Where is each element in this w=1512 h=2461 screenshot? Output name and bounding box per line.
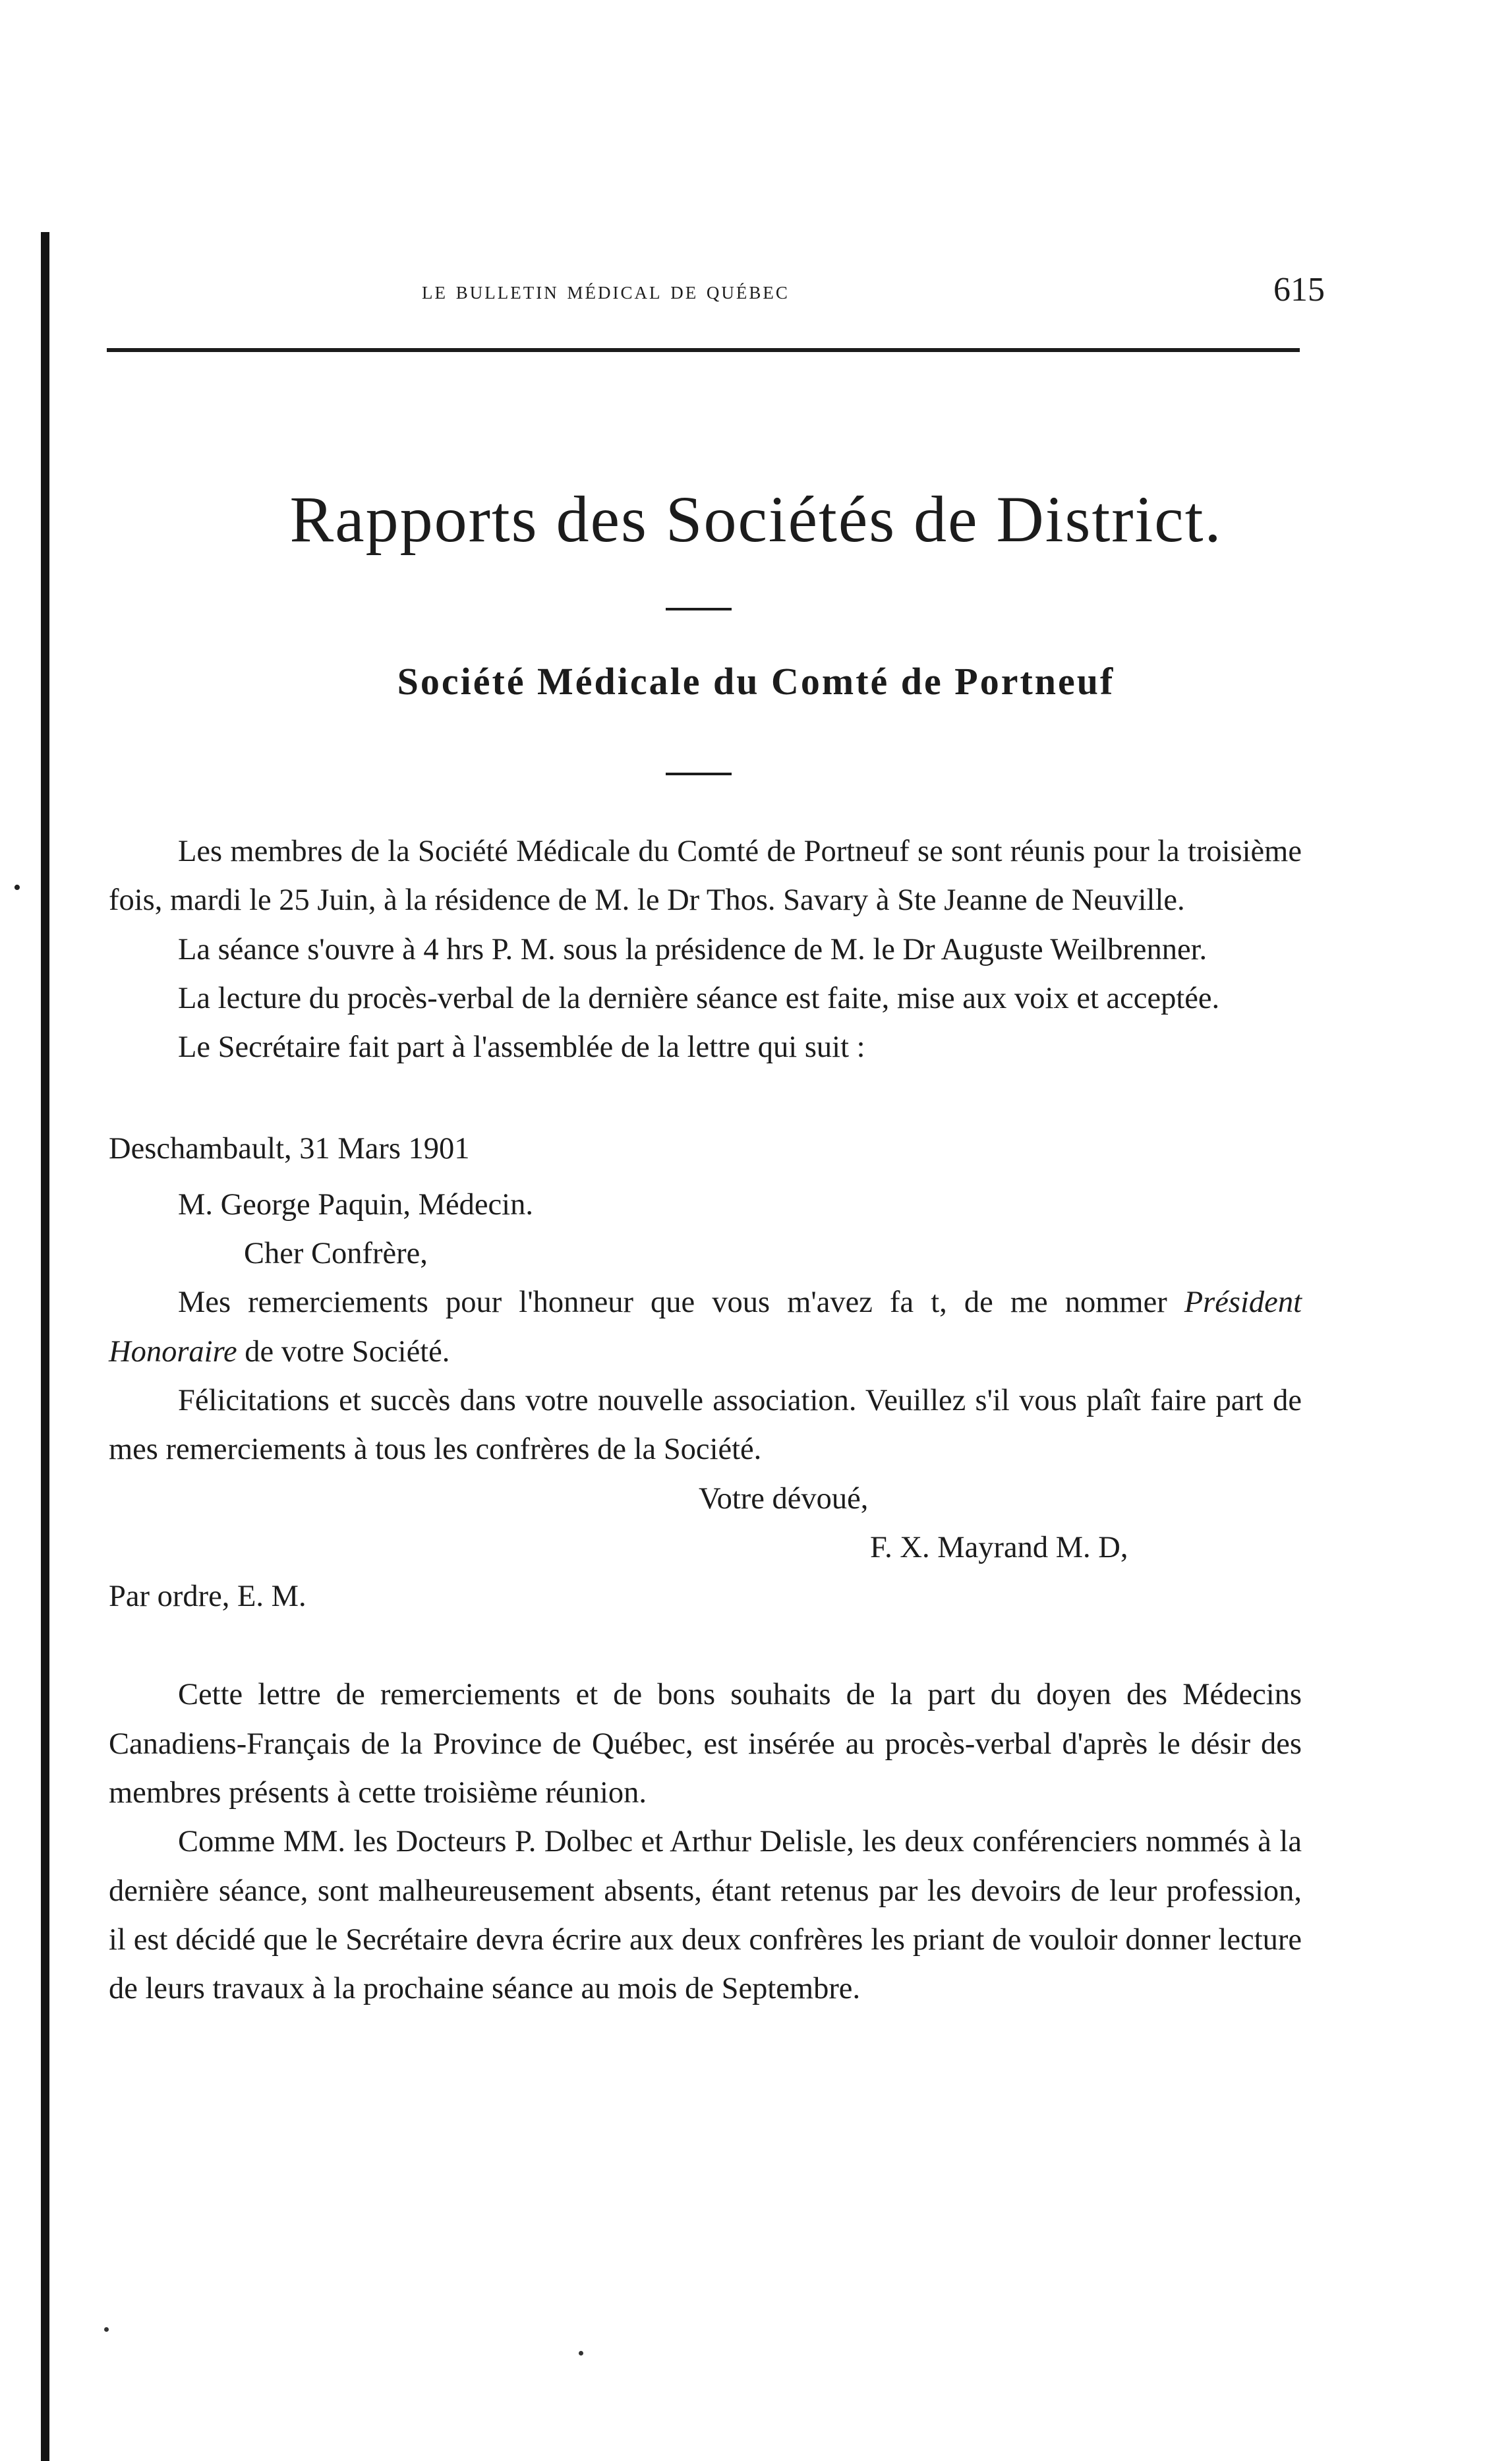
margin-mark: • [13, 875, 21, 900]
paragraph-letter-intro: Le Secrétaire fait part à l'assemblée de la lettre qui suit : [178, 1030, 865, 1065]
letter-signature: F. X. Mayrand M. D, [870, 1530, 1128, 1564]
letter-date: Deschambault, 31 Mars 1901 [109, 1132, 470, 1166]
header-rule [107, 348, 1300, 352]
heading-divider [666, 773, 732, 775]
letter-closing: Votre dévoué, [699, 1481, 869, 1516]
ink-speck [579, 2351, 583, 2356]
ink-speck [104, 2327, 109, 2332]
paragraph-meeting: Les membres de la Société Médicale du Comté de Portneuf se sont réunis pour la troisième fois, mardi le 25 Juin, à la résidence de M. le Dr Thos. Savary à Ste Jeanne de Neuville. [109, 835, 1302, 918]
letter-thanks-text: Mes remerciements pour l'honneur que vous m'avez fa t, de me nommer [178, 1286, 1184, 1320]
page-number: 615 [1273, 271, 1325, 309]
paragraph-letter-inserted: Cette lettre de remerciements et de bons souhaits de la part du doyen des Médecins Canadiens-Français de la Province de Québec, est insérée au procès-verbal d'après le désir des membres présents à cette troisième réunion. [109, 1678, 1302, 1810]
paragraph-lecturers-absent: Comme MM. les Docteurs P. Dolbec et Arthur Delisle, les deux conférenciers nommés à la dernière séance, sont malheureusement absents, étant retenus par les devoirs de leur profession, il est décidé que le Secrétaire devra écrire aux deux confrères les priant de vouloir donner lecture de leurs travaux à la prochaine séance au mois de Septembre. [109, 1825, 1302, 2006]
title-divider [666, 608, 732, 610]
paragraph-opening: La séance s'ouvre à 4 hrs P. M. sous la présidence de M. le Dr Auguste Weilbrenner. [178, 932, 1207, 966]
page-header [422, 271, 1325, 315]
society-heading: Société Médicale du Comté de Portneuf [397, 660, 1115, 703]
report-body [109, 827, 1302, 2014]
letter-greeting: Cher Confrère, [244, 1237, 428, 1271]
scan-page-edge [41, 232, 49, 2461]
letter-congratulations: Félicitations et succès dans votre nouvelle association. Veuillez s'il vous plaît faire part de mes remerciements à tous les confrères de la Société. [109, 1383, 1302, 1467]
paragraph-minutes: La lecture du procès-verbal de la dernière séance est faite, mise aux voix et acceptée. [178, 981, 1220, 1015]
letter-per-order: Par ordre, E. M. [109, 1580, 306, 1614]
letter-thanks [109, 1278, 1302, 1377]
section-title: Rapports des Sociétés de District. [289, 483, 1223, 556]
running-head: le bulletin médical de québec [422, 276, 790, 305]
honorary-title: Président Honoraire [109, 1286, 1302, 1369]
letter-thanks-end: de votre Société. [237, 1334, 450, 1369]
letter-addressee: M. George Paquin, Médecin. [178, 1187, 533, 1222]
